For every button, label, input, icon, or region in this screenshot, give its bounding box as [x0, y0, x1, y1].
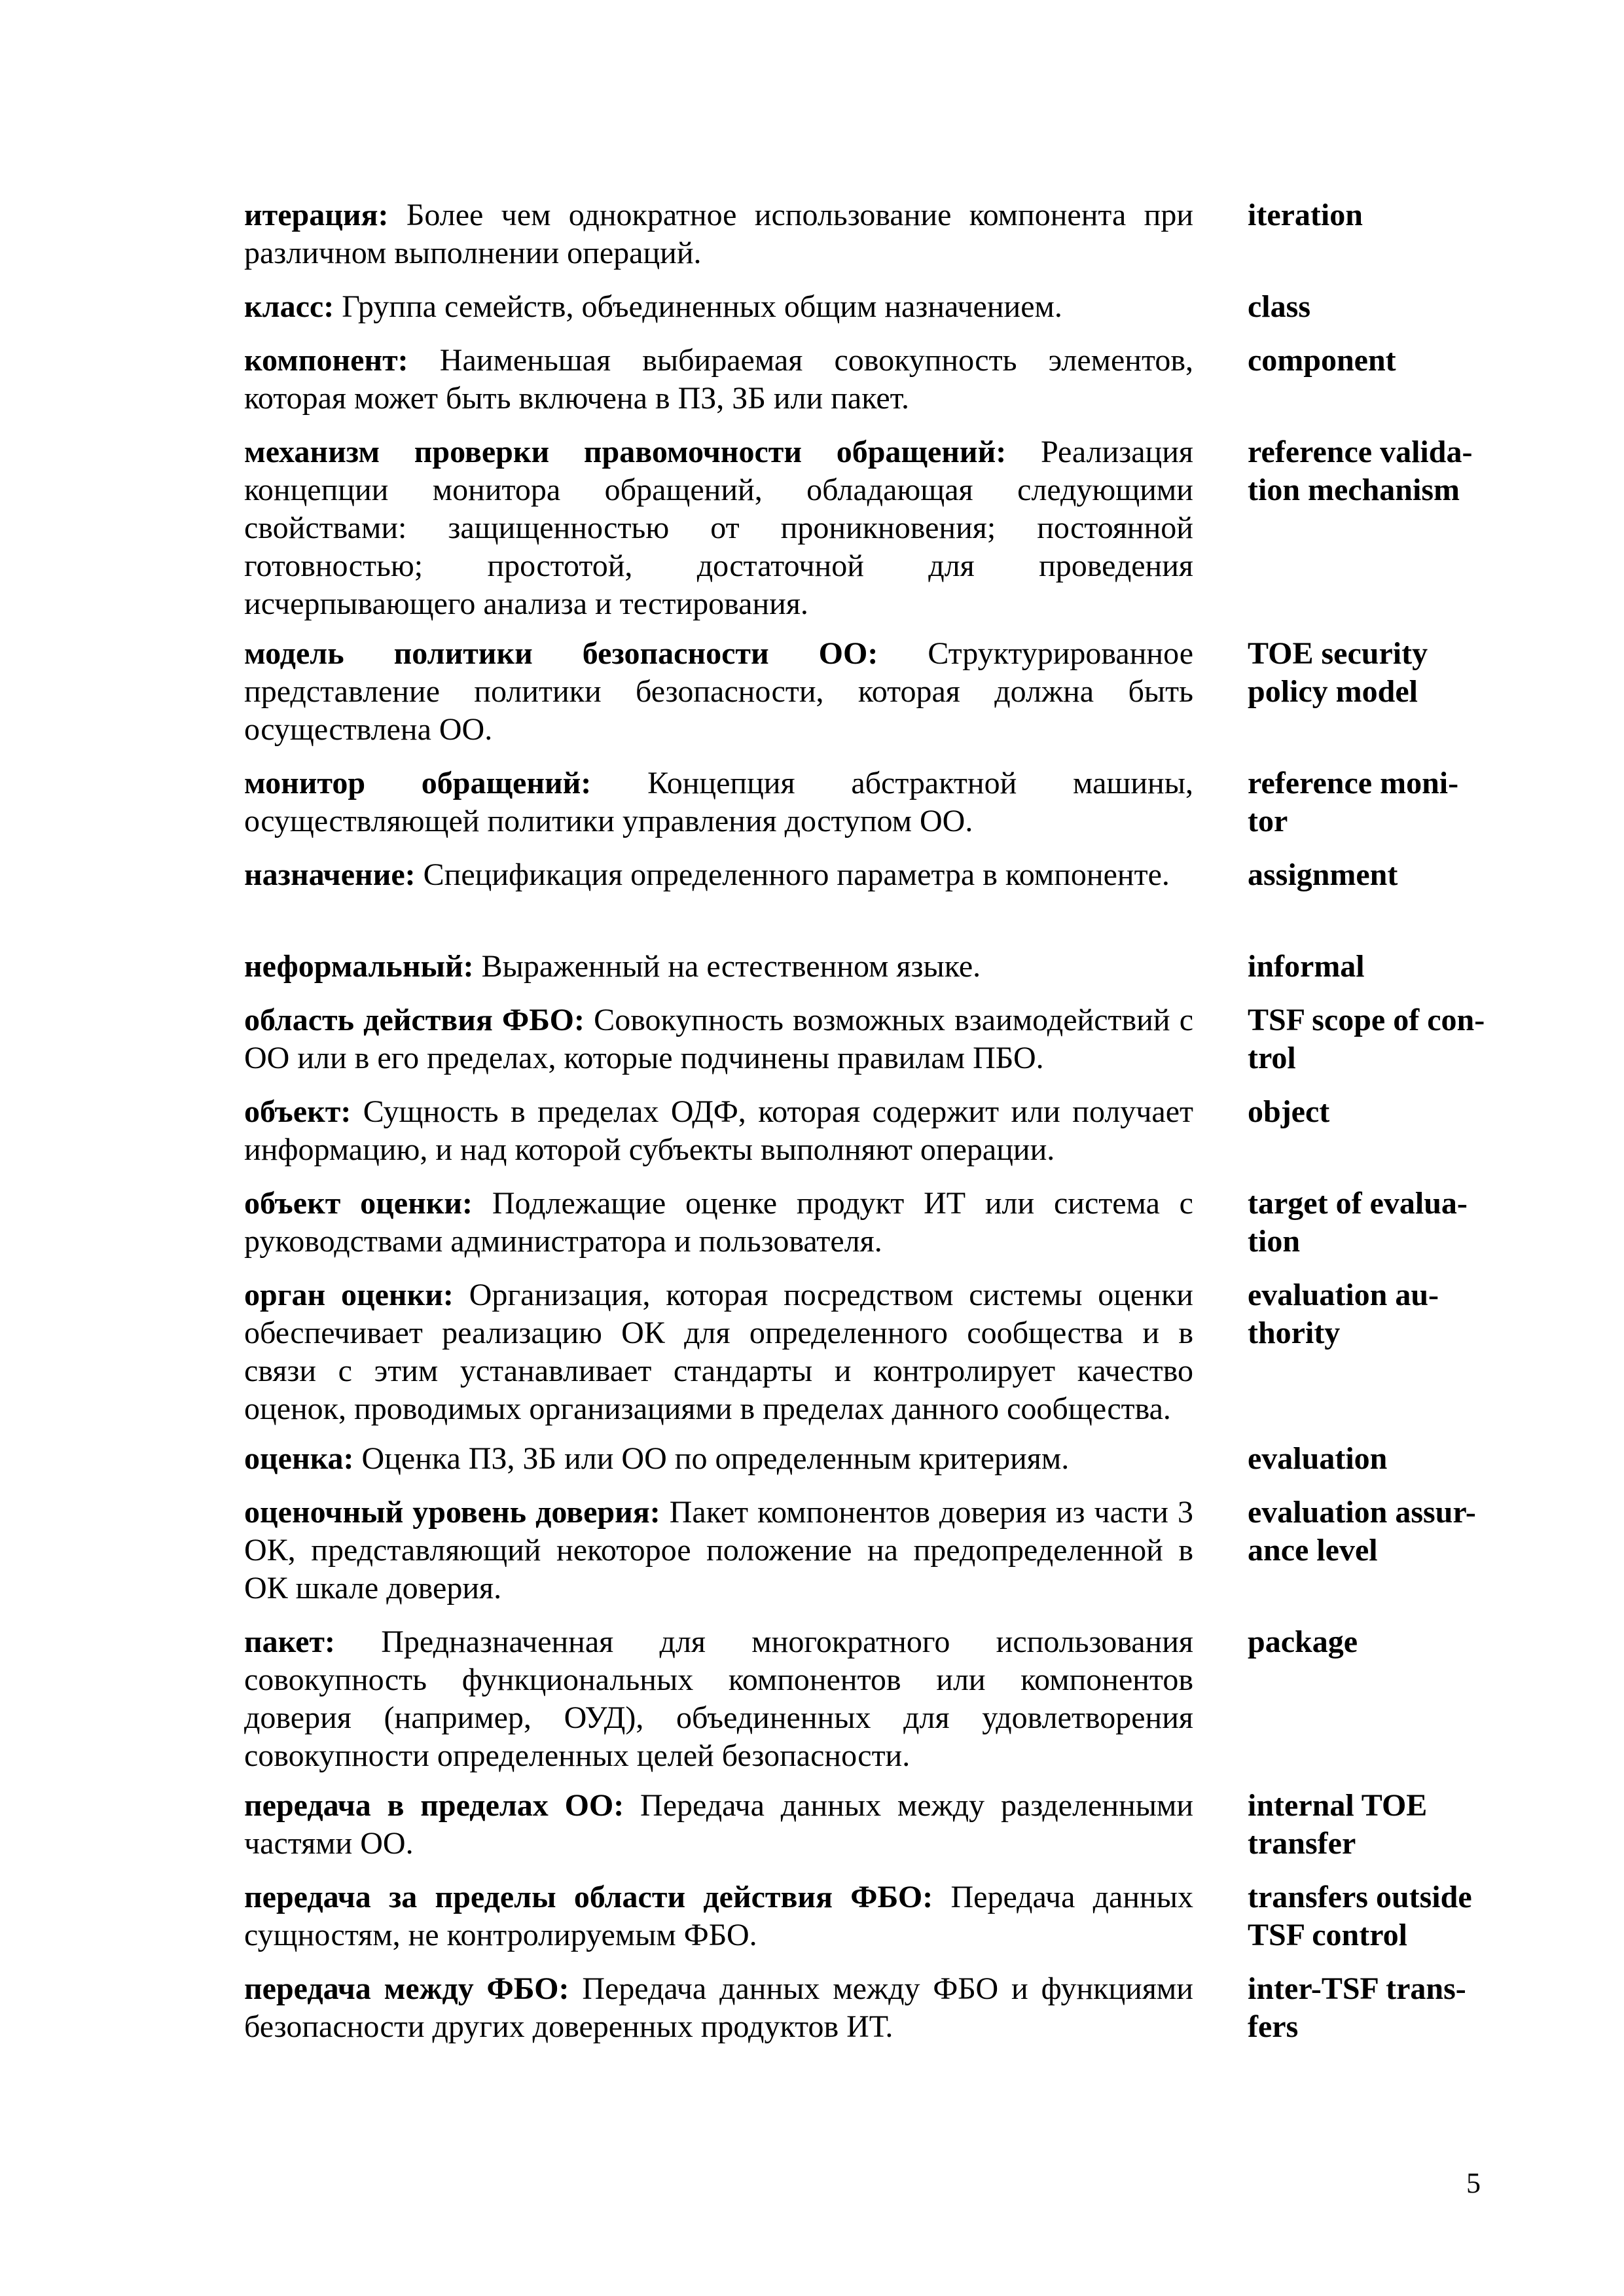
entry-text: Более чем однократное использование компонента при различном выполнении операций.	[244, 198, 1193, 270]
entry-definition	[244, 1093, 1193, 1169]
entry-english-term: evaluation assur- ance level	[1248, 1495, 1476, 1568]
entry-text: Структурированное представление политики безопасности, которая должна быть осуществлена ОО.	[244, 636, 1193, 747]
entry-term: модель политики безопасности ОО:	[244, 636, 878, 671]
entry-term: орган оценки:	[244, 1278, 454, 1312]
entry-definition	[244, 1276, 1193, 1428]
entry-text: Организация, которая посредством системы оценки обеспечивает реализацию ОК для определенного сообщества и в связи с этим устанавливает стандарты и контролирует качество оценок, проводимых организациями в пределах данного сообщества.	[244, 1278, 1193, 1426]
page-number: 5	[1466, 2167, 1481, 2199]
entry-term: механизм проверки правомочности обращений:	[244, 435, 1007, 469]
entry-english-term: class	[1248, 289, 1310, 324]
entry-text: Оценка ПЗ, ЗБ или ОО по определенным критериям.	[353, 1441, 1070, 1476]
entry-text: Реализация концепции монитора обращений, обладающая следующими свойствами: защищенностью от проникновения; постоянной готовностью; простотой, достаточной для проведения исчерпывающего анализа и тестирования.	[244, 435, 1193, 621]
entry-definition	[244, 948, 1193, 986]
entry-english-term: evaluation au- thority	[1248, 1278, 1439, 1350]
entry-text: Спецификация определенного параметра в компоненте.	[415, 857, 1170, 892]
entry-text: Пакет компонентов доверия из части 3 ОК, представляющий некоторое положение на предопределенной в ОК шкале доверия.	[244, 1495, 1193, 1605]
entry-text: Предназначенная для многократного использования совокупность функциональных компонентов или компонентов доверия (например, ОУД), объединенных для удовлетворения совокупности определенных целей безопасности.	[244, 1624, 1193, 1773]
entry-term: итерация:	[244, 198, 389, 232]
entry-definition	[244, 1970, 1193, 2046]
entry-term: передача между ФБО:	[244, 1971, 569, 2006]
entry-text: Группа семейств, объединенных общим назначением.	[334, 289, 1062, 324]
entry-english-term: evaluation	[1248, 1441, 1388, 1476]
entry-english-term: informal	[1248, 949, 1365, 984]
entry-term: пакет:	[244, 1624, 335, 1659]
entry-definition	[244, 1001, 1193, 1077]
entry-definition	[244, 433, 1193, 623]
entry-text: Передача данных между ФБО и функциями безопасности других доверенных продуктов ИТ.	[244, 1971, 1193, 2044]
entry-definition	[244, 856, 1193, 894]
entry-english-term: TSF scope of con- trol	[1248, 1003, 1485, 1075]
entry-definition	[244, 288, 1193, 326]
entry-term: объект оценки:	[244, 1186, 473, 1221]
entry-term: оценка:	[244, 1441, 354, 1476]
entry-english-term: component	[1248, 343, 1396, 378]
entry-english-term: transfers outside TSF control	[1248, 1880, 1472, 1952]
entry-term: назначение:	[244, 857, 416, 892]
entry-english-term: TOE security policy model	[1248, 636, 1428, 709]
entry-definition	[244, 635, 1193, 749]
entry-definition	[244, 764, 1193, 840]
entry-english-term: reference valida- tion mechanism	[1248, 435, 1473, 507]
entry-definition	[244, 342, 1193, 418]
entry-english-term: iteration	[1248, 198, 1363, 232]
entry-term: монитор обращений:	[244, 766, 592, 800]
entry-term: область действия ФБО:	[244, 1003, 585, 1037]
entry-english-term: internal TOE transfer	[1248, 1788, 1428, 1861]
entry-term: компонент:	[244, 343, 408, 378]
entry-english-term: inter-TSF trans- fers	[1248, 1971, 1466, 2044]
entry-term: передача в пределах ОО:	[244, 1788, 624, 1823]
entry-text: Сущность в пределах ОДФ, которая содержит или получает информацию, и над которой субъекты выполняют операции.	[244, 1094, 1193, 1167]
entry-term: оценочный уровень доверия:	[244, 1495, 660, 1530]
entry-definition	[244, 1787, 1193, 1863]
entry-definition	[244, 196, 1193, 272]
entry-term: неформальный:	[244, 949, 474, 984]
entry-english-term: package	[1248, 1624, 1358, 1659]
entry-english-term: object	[1248, 1094, 1330, 1129]
entry-english-term: reference moni- tor	[1248, 766, 1459, 838]
entry-definition	[244, 1878, 1193, 1954]
entry-term: объект:	[244, 1094, 352, 1129]
entry-text: Совокупность возможных взаимодействий с ОО или в его пределах, которые подчинены правилам ПБО.	[244, 1003, 1194, 1075]
entry-text: Наименьшая выбираемая совокупность элементов, которая может быть включена в ПЗ, ЗБ или пакет.	[244, 343, 1193, 416]
entry-english-term: assignment	[1248, 857, 1398, 892]
entry-definition	[244, 1185, 1193, 1261]
entry-definition	[244, 1623, 1193, 1775]
entry-text: Подлежащие оценке продукт ИТ или система с руководствами администратора и пользователя.	[244, 1186, 1193, 1259]
entry-text: Передача данных сущностям, не контролируемым ФБО.	[244, 1880, 1193, 1952]
entry-term: передача за пределы области действия ФБО:	[244, 1880, 933, 1914]
entry-text: Выраженный на естественном языке.	[473, 949, 981, 984]
entry-text: Концепция абстрактной машины, осуществляющей политики управления доступом ОО.	[244, 766, 1193, 838]
entry-definition	[244, 1440, 1193, 1478]
entry-term: класс:	[244, 289, 334, 324]
entry-english-term: target of evalua- tion	[1248, 1186, 1468, 1259]
entry-definition	[244, 1494, 1193, 1607]
entry-text: Передача данных между разделенными частями ОО.	[244, 1788, 1194, 1861]
